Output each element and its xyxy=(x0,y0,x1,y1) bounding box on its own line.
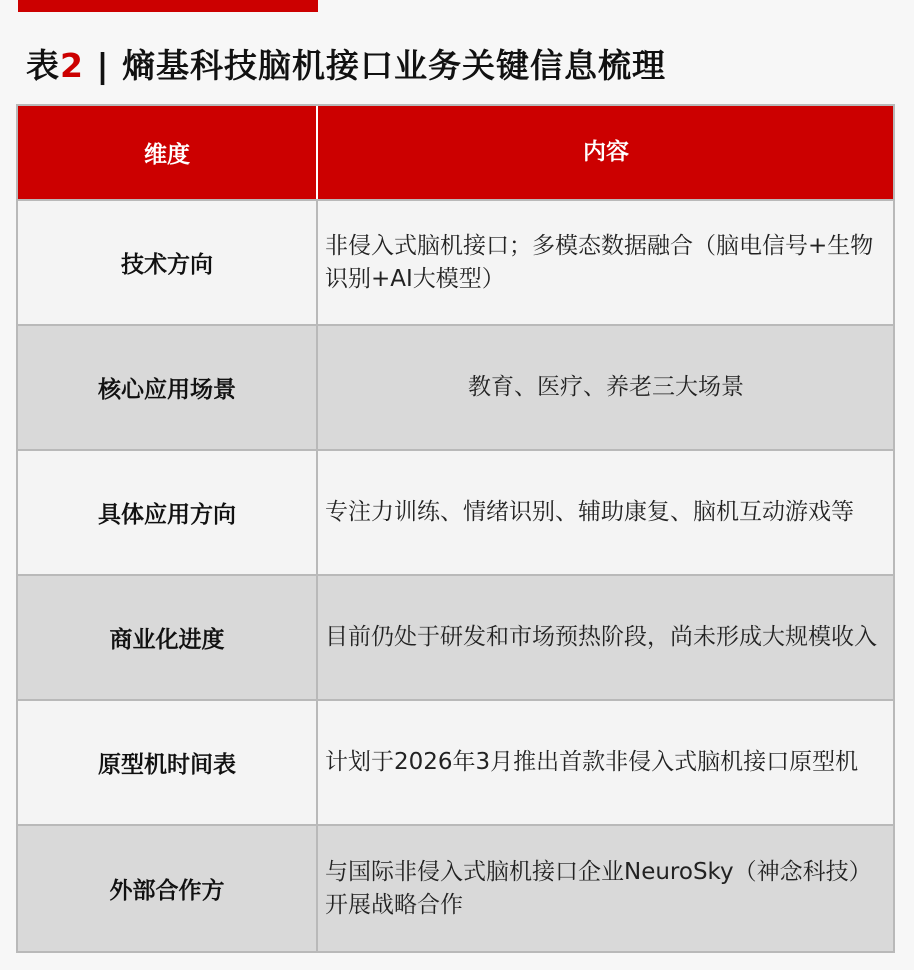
top-accent-bar xyxy=(18,0,318,12)
table-row xyxy=(18,701,893,826)
title-number: 2 xyxy=(60,46,84,85)
row-dimension: 核心应用场景 xyxy=(18,326,318,449)
row-dimension: 外部合作方 xyxy=(18,826,318,951)
row-content: 目前仍处于研发和市场预热阶段，尚未形成大规模收入 xyxy=(325,624,877,650)
title-text: | 熵基科技脑机接口业务关键信息梳理 xyxy=(83,46,666,85)
row-dimension: 技术方向 xyxy=(18,201,318,324)
row-content: 非侵入式脑机接口；多模态数据融合（脑电信号+生物识别+AI大模型） xyxy=(325,232,874,292)
table-row xyxy=(18,826,893,951)
table-header-row xyxy=(18,106,893,201)
row-content: 教育、医疗、养老三大场景 xyxy=(468,374,744,400)
header-content: 内容 xyxy=(583,139,629,165)
table-row xyxy=(18,201,893,326)
row-dimension: 商业化进度 xyxy=(18,576,318,699)
info-table xyxy=(16,104,895,953)
table-row xyxy=(18,326,893,451)
row-content: 专注力训练、情绪识别、辅助康复、脑机互动游戏等 xyxy=(325,499,854,525)
header-dimension: 维度 xyxy=(18,106,318,199)
row-dimension: 原型机时间表 xyxy=(18,701,318,824)
row-content: 与国际非侵入式脑机接口企业NeuroSky（神念科技）开展战略合作 xyxy=(325,858,872,918)
title-prefix: 表 xyxy=(26,46,60,85)
row-content: 计划于2026年3月推出首款非侵入式脑机接口原型机 xyxy=(325,749,859,775)
table-title xyxy=(26,40,666,90)
table-row xyxy=(18,576,893,701)
table-row xyxy=(18,451,893,576)
row-dimension: 具体应用方向 xyxy=(18,451,318,574)
